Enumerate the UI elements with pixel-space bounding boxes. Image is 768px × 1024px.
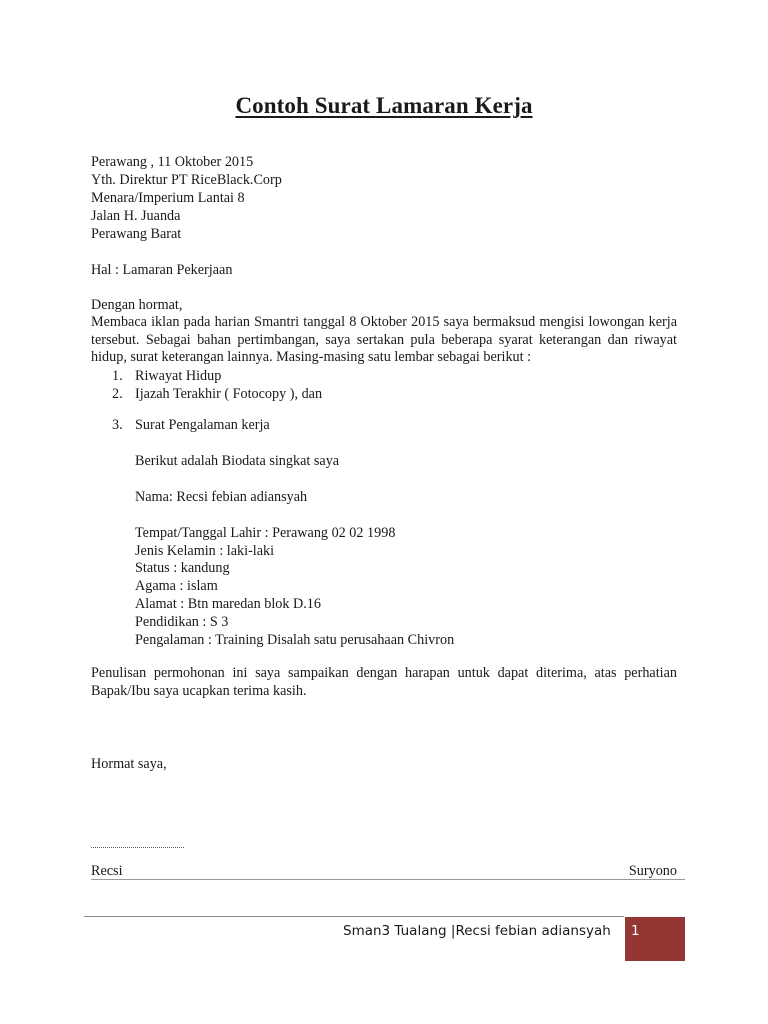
- footer-divider: [84, 916, 624, 917]
- biodata-birth: Tempat/Tanggal Lahir : Perawang 02 02 1998: [135, 525, 396, 541]
- biodata-status: Status : kandung: [135, 560, 230, 576]
- sign-off: Hormat saya,: [91, 756, 167, 772]
- biodata-address: Alamat : Btn maredan blok D.16: [135, 596, 321, 612]
- list-number-1: 1.: [112, 368, 123, 384]
- list-item-2: Ijazah Terakhir ( Fotocopy ), dan: [135, 386, 323, 402]
- biodata-intro: Berikut adalah Biodata singkat saya: [135, 453, 340, 469]
- biodata-gender: Jenis Kelamin : laki-laki: [135, 543, 275, 559]
- address-line-1: Menara/Imperium Lantai 8: [91, 190, 245, 206]
- footer-text: Sman3 Tualang |Recsi febian adiansyah: [343, 923, 611, 939]
- biodata-education: Pendidikan : S 3: [135, 614, 229, 630]
- biodata-experience: Pengalaman : Training Disalah satu perusahaan Chivron: [135, 632, 455, 648]
- document-title: Contoh Surat Lamaran Kerja: [235, 93, 533, 118]
- biodata-name: Nama: Recsi febian adiansyah: [135, 489, 308, 505]
- signature-right: Suryono: [628, 863, 677, 879]
- signature-dotted-line: [91, 846, 184, 848]
- recipient: Yth. Direktur PT RiceBlack.Corp: [91, 172, 282, 188]
- page-number: 1: [631, 923, 640, 939]
- biodata-religion: Agama : islam: [135, 578, 218, 594]
- closing-paragraph: Penulisan permohonan ini saya sampaikan dengan harapan untuk dapat diterima, atas perhatian Bapak/Ibu saya ucapkan terima kasih.: [91, 665, 677, 699]
- greeting: Dengan hormat,: [91, 297, 183, 313]
- intro-paragraph: Membaca iklan pada harian Smantri tanggal 8 Oktober 2015 saya bermaksud mengisi lowongan kerja tersebut. Sebagai bahan pertimbangan, saya sertakan pula beberapa syarat keterangan dan riwayat hidup, surat keterangan lainnya. Masing-masing satu lembar sebagai berikut :: [91, 314, 677, 366]
- signature-divider: [91, 879, 685, 880]
- subject-line: Hal : Lamaran Pekerjaan: [91, 262, 233, 278]
- list-number-3: 3.: [112, 417, 123, 433]
- date-place: Perawang , 11 Oktober 2015: [91, 154, 254, 170]
- signature-left: Recsi: [91, 863, 123, 879]
- address-line-2: Jalan H. Juanda: [91, 208, 181, 224]
- address-line-3: Perawang Barat: [91, 226, 182, 242]
- page-number-box: [625, 917, 685, 961]
- list-item-1: Riwayat Hidup: [135, 368, 222, 384]
- list-item-3: Surat Pengalaman kerja: [135, 417, 270, 433]
- list-number-2: 2.: [112, 386, 123, 402]
